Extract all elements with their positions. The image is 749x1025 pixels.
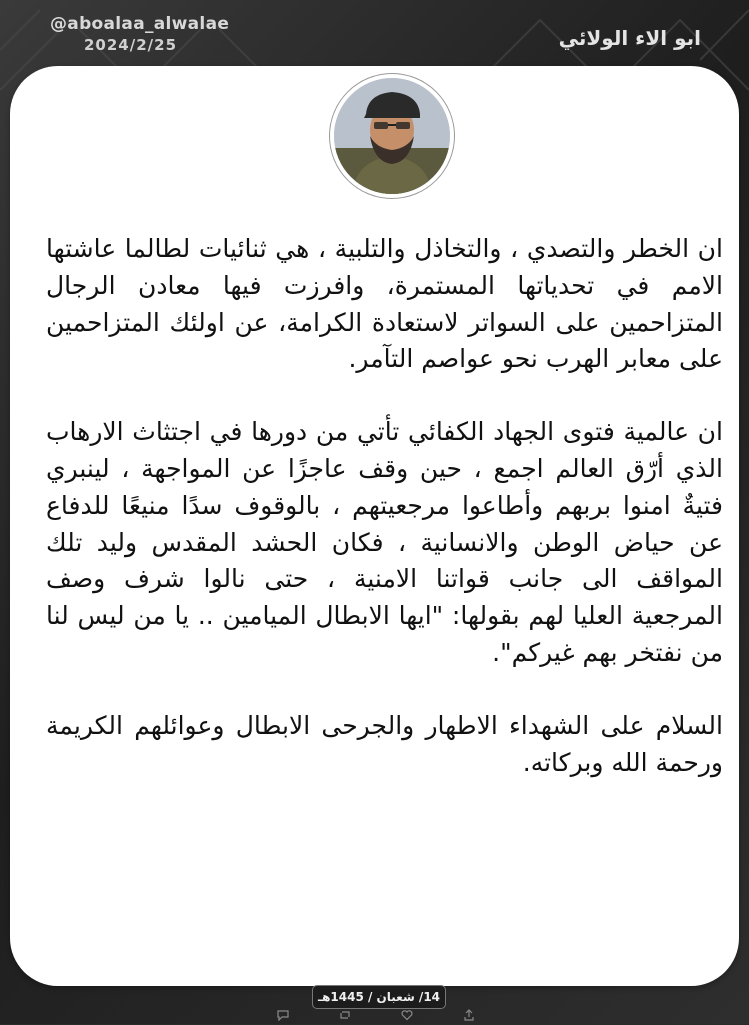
post-date: 2024/2/25 xyxy=(84,36,178,54)
like-icon[interactable] xyxy=(400,1009,414,1023)
post-paragraph-1: ان الخطر والتصدي ، والتخاذل والتلبية ، هي ثنائيات لطالما عاشتها الامم في تحدياتها المستمرة، وافرزت فيها معادن الرجال المتزاحمين على السواتر لاستعادة الكرامة، عن اولئك المتزاحمين على معابر الهرب نحو عواصم التآمر. xyxy=(46,234,723,374)
avatar[interactable] xyxy=(330,74,454,198)
post-card xyxy=(10,66,739,986)
reply-icon[interactable] xyxy=(276,1009,290,1023)
retweet-icon[interactable] xyxy=(338,1009,352,1023)
post-text xyxy=(46,231,723,817)
avatar-portrait-icon xyxy=(334,78,450,194)
post-paragraph-2: ان عالمية فتوى الجهاد الكفائي تأتي من دورها في اجتثاث الارهاب الذي أرّق العالم اجمع ، حين وقف عاجزًا عن المواجهة ، لينبري فتيةٌ امنوا بربهم وأطاعوا مرجعيتهم ، بالوقوف سدًا منيعًا للدفاع عن حياض الوطن والانسانية ، فكان الحشد المقدس وليد تلك المواقف الى جانب قواتنا الامنية ، حتى نالوا شرف وصف المرجعية العليا لهم بقولها: "ايها الابطال الميامين .. يا من ليس لنا من نفتخر بهم غيركم". xyxy=(46,417,723,667)
share-icon[interactable] xyxy=(462,1009,476,1023)
post-paragraph-3: السلام على الشهداء الاطهار والجرحى الابطال وعوائلهم الكريمة ورحمة الله وبركاته. xyxy=(46,710,723,777)
post-actions xyxy=(276,1009,476,1023)
hijri-date-badge: 14/ شعبان / 1445هـ xyxy=(312,985,446,1009)
user-display-name[interactable]: ابو الاء الولائي xyxy=(558,26,701,50)
user-handle[interactable]: @aboalaa_alwalae xyxy=(50,14,230,34)
